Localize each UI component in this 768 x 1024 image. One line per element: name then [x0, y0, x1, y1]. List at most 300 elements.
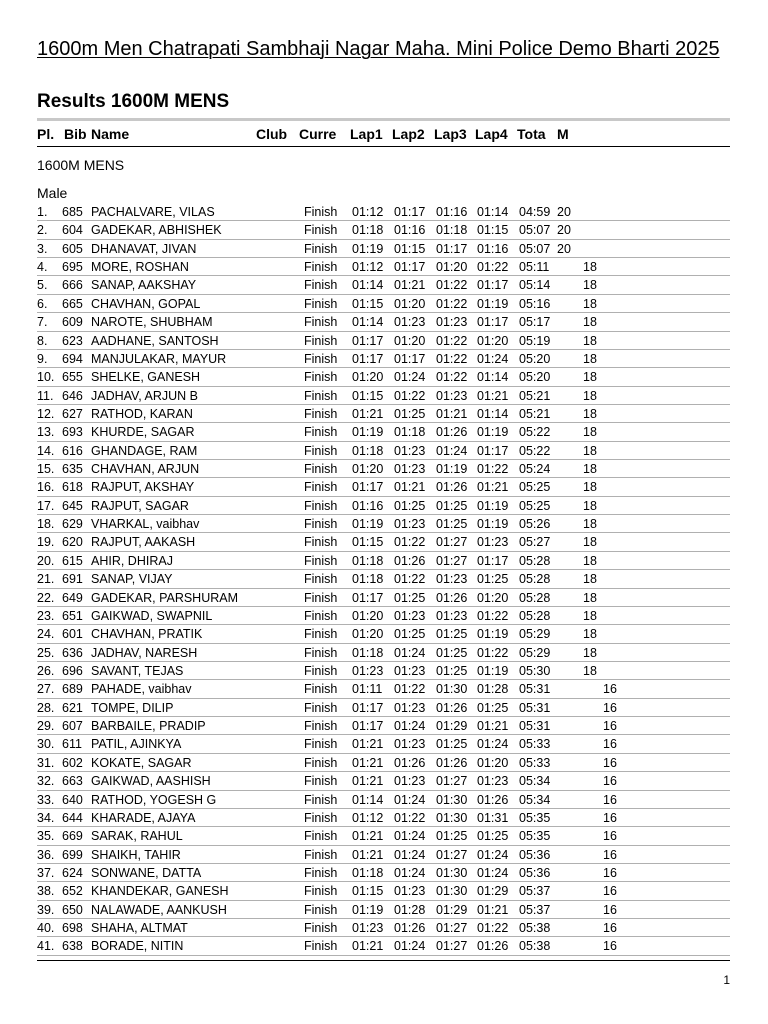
bib-cell: 650	[62, 902, 83, 917]
place-cell: 30.	[37, 737, 55, 752]
marks-cell: 20	[557, 223, 571, 238]
status-cell: Finish	[304, 443, 338, 458]
total-cell: 05:37	[519, 902, 551, 917]
lap4-cell: 01:20	[477, 755, 509, 770]
column-header-lap3: Lap3	[434, 126, 467, 142]
status-cell: Finish	[304, 370, 338, 385]
lap3-cell: 01:30	[436, 865, 468, 880]
place-cell: 23.	[37, 608, 55, 623]
lap3-cell: 01:25	[436, 737, 468, 752]
marks-cell: 18	[583, 535, 597, 550]
marks-cell: 18	[583, 260, 597, 275]
place-cell: 15.	[37, 462, 55, 477]
name-cell: PACHALVARE, VILAS	[91, 205, 215, 219]
name-cell: JADHAV, ARJUN B	[91, 388, 198, 403]
name-cell: JADHAV, NARESH	[91, 645, 198, 660]
total-cell: 05:28	[519, 608, 551, 623]
lap2-cell: 01:24	[394, 829, 426, 844]
lap1-cell: 01:18	[352, 645, 384, 660]
name-cell: GADEKAR, PARSHURAM	[91, 590, 239, 605]
lap1-cell: 01:17	[352, 333, 384, 348]
place-cell: 8.	[37, 333, 48, 348]
lap4-cell: 01:21	[477, 719, 509, 734]
lap1-cell: 01:18	[352, 572, 384, 587]
lap3-cell: 01:24	[436, 443, 468, 458]
lap2-cell: 01:24	[394, 847, 426, 862]
lap2-cell: 01:22	[394, 388, 426, 403]
place-cell: 1.	[37, 205, 48, 219]
name-cell: SANAP, VIJAY	[91, 572, 173, 587]
place-cell: 3.	[37, 241, 48, 256]
lap1-cell: 01:21	[352, 737, 384, 752]
lap1-cell: 01:14	[352, 315, 384, 330]
total-cell: 05:36	[519, 847, 551, 862]
table-row	[0, 533, 768, 551]
place-cell: 41.	[37, 939, 55, 954]
column-header-marks: M	[557, 126, 569, 142]
place-cell: 22.	[37, 590, 55, 605]
lap3-cell: 01:27	[436, 939, 468, 954]
name-cell: SARAK, RAHUL	[91, 829, 183, 844]
lap4-cell: 01:21	[477, 480, 509, 495]
total-cell: 05:14	[519, 278, 551, 293]
lap2-cell: 01:23	[394, 443, 426, 458]
lap4-cell: 01:19	[477, 663, 509, 678]
table-row	[0, 827, 768, 845]
lap1-cell: 01:21	[352, 774, 384, 789]
status-cell: Finish	[304, 351, 338, 366]
lap4-cell: 01:22	[477, 608, 509, 623]
name-cell: DHANAVAT, JIVAN	[91, 241, 197, 256]
lap1-cell: 01:15	[352, 388, 384, 403]
bib-cell: 695	[62, 260, 83, 275]
total-cell: 05:38	[519, 939, 551, 954]
lap1-cell: 01:18	[352, 223, 384, 238]
status-cell: Finish	[304, 737, 338, 752]
total-cell: 05:20	[519, 351, 551, 366]
name-cell: PAHADE, vaibhav	[91, 682, 192, 697]
place-cell: 38.	[37, 884, 55, 899]
lap3-cell: 01:23	[436, 572, 468, 587]
status-cell: Finish	[304, 847, 338, 862]
lap3-cell: 01:27	[436, 553, 468, 568]
marks-cell: 16	[603, 865, 617, 880]
place-cell: 2.	[37, 223, 48, 238]
lap4-cell: 01:14	[477, 205, 509, 219]
status-cell: Finish	[304, 700, 338, 715]
lap2-cell: 01:24	[394, 645, 426, 660]
table-row	[0, 295, 768, 313]
lap3-cell: 01:26	[436, 425, 468, 440]
lap4-cell: 01:29	[477, 884, 509, 899]
name-cell: GAIKWAD, AASHISH	[91, 774, 211, 789]
lap2-cell: 01:25	[394, 406, 426, 421]
total-cell: 05:21	[519, 388, 551, 403]
lap4-cell: 01:19	[477, 517, 509, 532]
place-cell: 39.	[37, 902, 55, 917]
lap1-cell: 01:17	[352, 351, 384, 366]
lap3-cell: 01:27	[436, 535, 468, 550]
column-header-club: Club	[256, 126, 288, 142]
marks-cell: 18	[583, 517, 597, 532]
name-cell: NALAWADE, AANKUSH	[91, 902, 227, 917]
lap1-cell: 01:15	[352, 535, 384, 550]
table-row	[0, 221, 768, 239]
marks-cell: 16	[603, 921, 617, 936]
total-cell: 05:22	[519, 425, 551, 440]
total-cell: 05:35	[519, 810, 551, 825]
name-cell: GHANDAGE, RAM	[91, 443, 198, 458]
marks-cell: 18	[583, 498, 597, 513]
table-row	[0, 240, 768, 258]
lap4-cell: 01:22	[477, 921, 509, 936]
marks-cell: 18	[583, 278, 597, 293]
total-cell: 05:21	[519, 406, 551, 421]
lap3-cell: 01:29	[436, 902, 468, 917]
bib-cell: 665	[62, 296, 83, 311]
total-cell: 05:26	[519, 517, 551, 532]
bib-cell: 645	[62, 498, 83, 513]
table-row	[0, 680, 768, 698]
total-cell: 05:30	[519, 663, 551, 678]
lap4-cell: 01:25	[477, 700, 509, 715]
lap2-cell: 01:17	[394, 205, 426, 219]
status-cell: Finish	[304, 462, 338, 477]
place-cell: 17.	[37, 498, 55, 513]
lap2-cell: 01:23	[394, 884, 426, 899]
table-row	[0, 754, 768, 772]
lap3-cell: 01:30	[436, 884, 468, 899]
bib-cell: 640	[62, 792, 83, 807]
status-cell: Finish	[304, 663, 338, 678]
bib-cell: 636	[62, 645, 83, 660]
bib-cell: 623	[62, 333, 83, 348]
lap1-cell: 01:21	[352, 847, 384, 862]
lap3-cell: 01:27	[436, 774, 468, 789]
name-cell: BORADE, NITIN	[91, 939, 184, 954]
name-cell: CHAVHAN, ARJUN	[91, 462, 200, 477]
name-cell: RAJPUT, SAGAR	[91, 498, 189, 513]
bib-cell: 663	[62, 774, 83, 789]
lap2-cell: 01:23	[394, 700, 426, 715]
lap3-cell: 01:22	[436, 351, 468, 366]
table-row	[0, 368, 768, 386]
name-cell: SHAIKH, TAHIR	[91, 847, 181, 862]
marks-cell: 18	[583, 627, 597, 642]
table-row	[0, 791, 768, 809]
total-cell: 05:16	[519, 296, 551, 311]
lap1-cell: 01:21	[352, 755, 384, 770]
lap1-cell: 01:18	[352, 443, 384, 458]
lap4-cell: 01:26	[477, 792, 509, 807]
marks-cell: 16	[603, 847, 617, 862]
marks-cell: 18	[583, 296, 597, 311]
lap2-cell: 01:24	[394, 792, 426, 807]
lap1-cell: 01:12	[352, 205, 384, 219]
total-cell: 05:29	[519, 627, 551, 642]
lap1-cell: 01:20	[352, 627, 384, 642]
table-row	[0, 313, 768, 331]
marks-cell: 16	[603, 774, 617, 789]
lap2-cell: 01:22	[394, 572, 426, 587]
lap3-cell: 01:23	[436, 315, 468, 330]
lap2-cell: 01:23	[394, 737, 426, 752]
bib-cell: 609	[62, 315, 83, 330]
place-cell: 7.	[37, 315, 48, 330]
place-cell: 19.	[37, 535, 55, 550]
bib-cell: 611	[62, 737, 82, 752]
lap3-cell: 01:16	[436, 205, 468, 219]
bib-cell: 689	[62, 682, 83, 697]
lap1-cell: 01:14	[352, 792, 384, 807]
total-cell: 05:28	[519, 572, 551, 587]
bib-cell: 621	[62, 700, 83, 715]
marks-cell: 16	[603, 737, 617, 752]
bib-cell: 602	[62, 755, 83, 770]
status-cell: Finish	[304, 498, 338, 513]
lap2-cell: 01:20	[394, 296, 426, 311]
bib-cell: 698	[62, 921, 83, 936]
status-cell: Finish	[304, 884, 338, 899]
name-cell: KHANDEKAR, GANESH	[91, 884, 229, 899]
name-cell: GADEKAR, ABHISHEK	[91, 223, 222, 238]
lap4-cell: 01:16	[477, 241, 509, 256]
lap1-cell: 01:11	[352, 682, 383, 697]
lap4-cell: 01:17	[477, 315, 509, 330]
place-cell: 25.	[37, 645, 55, 660]
lap3-cell: 01:26	[436, 480, 468, 495]
lap3-cell: 01:26	[436, 590, 468, 605]
place-cell: 14.	[37, 443, 55, 458]
place-cell: 37.	[37, 865, 55, 880]
table-row	[0, 332, 768, 350]
total-cell: 05:31	[519, 682, 551, 697]
table-row	[0, 442, 768, 460]
lap4-cell: 01:17	[477, 553, 509, 568]
total-cell: 05:35	[519, 829, 551, 844]
place-cell: 32.	[37, 774, 55, 789]
bib-cell: 605	[62, 241, 83, 256]
total-cell: 05:25	[519, 480, 551, 495]
status-cell: Finish	[304, 682, 338, 697]
lap2-cell: 01:22	[394, 810, 426, 825]
lap2-cell: 01:26	[394, 755, 426, 770]
lap4-cell: 01:21	[477, 388, 509, 403]
lap2-cell: 01:22	[394, 682, 426, 697]
lap2-cell: 01:22	[394, 535, 426, 550]
total-cell: 05:25	[519, 498, 551, 513]
lap4-cell: 01:24	[477, 865, 509, 880]
name-cell: RATHOD, KARAN	[91, 406, 193, 421]
status-cell: Finish	[304, 406, 338, 421]
lap1-cell: 01:23	[352, 921, 384, 936]
bib-cell: 616	[62, 443, 83, 458]
lap3-cell: 01:22	[436, 333, 468, 348]
lap1-cell: 01:19	[352, 902, 384, 917]
table-row	[0, 809, 768, 827]
lap2-cell: 01:16	[394, 223, 426, 238]
bib-cell: 644	[62, 810, 83, 825]
name-cell: MANJULAKAR, MAYUR	[91, 351, 227, 366]
marks-cell: 16	[603, 884, 617, 899]
lap4-cell: 01:14	[477, 406, 509, 421]
lap4-cell: 01:17	[477, 278, 509, 293]
place-cell: 24.	[37, 627, 55, 642]
lap4-cell: 01:19	[477, 296, 509, 311]
lap3-cell: 01:25	[436, 645, 468, 660]
column-header-lap4: Lap4	[475, 126, 508, 142]
place-cell: 21.	[37, 572, 55, 587]
lap1-cell: 01:15	[352, 296, 384, 311]
status-cell: Finish	[304, 810, 338, 825]
status-cell: Finish	[304, 719, 338, 734]
marks-cell: 18	[583, 462, 597, 477]
table-row	[0, 699, 768, 717]
bib-cell: 666	[62, 278, 83, 293]
lap1-cell: 01:17	[352, 480, 384, 495]
lap3-cell: 01:26	[436, 755, 468, 770]
place-cell: 26.	[37, 663, 55, 678]
total-cell: 05:36	[519, 865, 551, 880]
marks-cell: 18	[583, 333, 597, 348]
status-cell: Finish	[304, 774, 338, 789]
total-cell: 05:24	[519, 462, 551, 477]
lap1-cell: 01:17	[352, 719, 384, 734]
table-row	[0, 460, 768, 478]
total-cell: 05:20	[519, 370, 551, 385]
bib-cell: 669	[62, 829, 83, 844]
table-row	[0, 607, 768, 625]
table-row	[0, 901, 768, 919]
table-row	[0, 644, 768, 662]
lap1-cell: 01:19	[352, 241, 384, 256]
lap2-cell: 01:26	[394, 553, 426, 568]
column-header-place: Pl.	[37, 126, 55, 142]
lap2-cell: 01:21	[394, 480, 426, 495]
name-cell: KHURDE, SAGAR	[91, 425, 195, 440]
lap2-cell: 01:17	[394, 260, 426, 275]
total-cell: 05:33	[519, 755, 551, 770]
place-cell: 33.	[37, 792, 55, 807]
lap4-cell: 01:20	[477, 590, 509, 605]
lap1-cell: 01:20	[352, 462, 384, 477]
table-header-rule	[37, 146, 730, 147]
column-header-name: Name	[91, 126, 130, 142]
place-cell: 12.	[37, 406, 55, 421]
marks-cell: 18	[583, 443, 597, 458]
lap3-cell: 01:26	[436, 700, 468, 715]
header-divider	[37, 118, 730, 121]
lap3-cell: 01:19	[436, 462, 468, 477]
name-cell: RAJPUT, AAKASH	[91, 535, 196, 550]
lap4-cell: 01:24	[477, 351, 509, 366]
total-cell: 05:28	[519, 590, 551, 605]
total-cell: 05:11	[519, 260, 550, 275]
lap2-cell: 01:17	[394, 351, 426, 366]
column-header-lap1: Lap1	[350, 126, 383, 142]
column-header-current: Curre	[299, 126, 337, 142]
place-cell: 16.	[37, 480, 55, 495]
status-cell: Finish	[304, 223, 338, 238]
name-cell: VHARKAL, vaibhav	[91, 517, 200, 532]
total-cell: 05:28	[519, 553, 551, 568]
place-cell: 4.	[37, 260, 48, 275]
lap3-cell: 01:22	[436, 296, 468, 311]
table-row	[0, 772, 768, 790]
lap3-cell: 01:17	[436, 241, 468, 256]
lap3-cell: 01:29	[436, 719, 468, 734]
place-cell: 6.	[37, 296, 48, 311]
lap2-cell: 01:23	[394, 774, 426, 789]
lap4-cell: 01:19	[477, 425, 509, 440]
total-cell: 05:31	[519, 719, 551, 734]
bib-cell: 651	[62, 608, 83, 623]
name-cell: GAIKWAD, SWAPNIL	[91, 608, 213, 623]
document-title: 1600m Men Chatrapati Sambhaji Nagar Maha. Mini Police Demo Bharti 2025	[37, 38, 720, 60]
place-cell: 36.	[37, 847, 55, 862]
marks-cell: 18	[583, 608, 597, 623]
lap4-cell: 01:25	[477, 829, 509, 844]
status-cell: Finish	[304, 278, 338, 293]
status-cell: Finish	[304, 627, 338, 642]
table-row	[0, 717, 768, 735]
bib-cell: 693	[62, 425, 83, 440]
marks-cell: 16	[603, 719, 617, 734]
status-cell: Finish	[304, 480, 338, 495]
marks-cell: 18	[583, 315, 597, 330]
table-row	[0, 350, 768, 368]
marks-cell: 16	[603, 792, 617, 807]
lap3-cell: 01:25	[436, 517, 468, 532]
lap2-cell: 01:24	[394, 370, 426, 385]
lap1-cell: 01:16	[352, 498, 384, 513]
place-cell: 34.	[37, 810, 55, 825]
table-row	[0, 625, 768, 643]
marks-cell: 20	[557, 241, 571, 256]
bib-cell: 638	[62, 939, 83, 954]
page-number: 1	[723, 973, 730, 987]
lap2-cell: 01:20	[394, 333, 426, 348]
lap4-cell: 01:22	[477, 260, 509, 275]
marks-cell: 18	[583, 388, 597, 403]
lap3-cell: 01:20	[436, 260, 468, 275]
marks-cell: 18	[583, 370, 597, 385]
lap2-cell: 01:23	[394, 462, 426, 477]
bib-cell: 615	[62, 553, 83, 568]
name-cell: TOMPE, DILIP	[91, 700, 174, 715]
results-table	[0, 203, 768, 956]
table-row	[0, 552, 768, 570]
total-cell: 05:07	[519, 241, 551, 256]
name-cell: RATHOD, YOGESH G	[91, 792, 217, 807]
table-row	[0, 423, 768, 441]
lap4-cell: 01:24	[477, 737, 509, 752]
name-cell: SANAP, AAKSHAY	[91, 278, 197, 293]
marks-cell: 16	[603, 682, 617, 697]
total-cell: 05:34	[519, 792, 551, 807]
table-row	[0, 882, 768, 900]
lap3-cell: 01:22	[436, 370, 468, 385]
bib-cell: 652	[62, 884, 83, 899]
marks-cell: 18	[583, 590, 597, 605]
name-cell: AHIR, DHIRAJ	[91, 553, 173, 568]
table-row	[0, 203, 768, 221]
lap4-cell: 01:24	[477, 847, 509, 862]
table-row	[0, 570, 768, 588]
lap3-cell: 01:23	[436, 388, 468, 403]
marks-cell: 18	[583, 480, 597, 495]
marks-cell: 18	[583, 351, 597, 366]
